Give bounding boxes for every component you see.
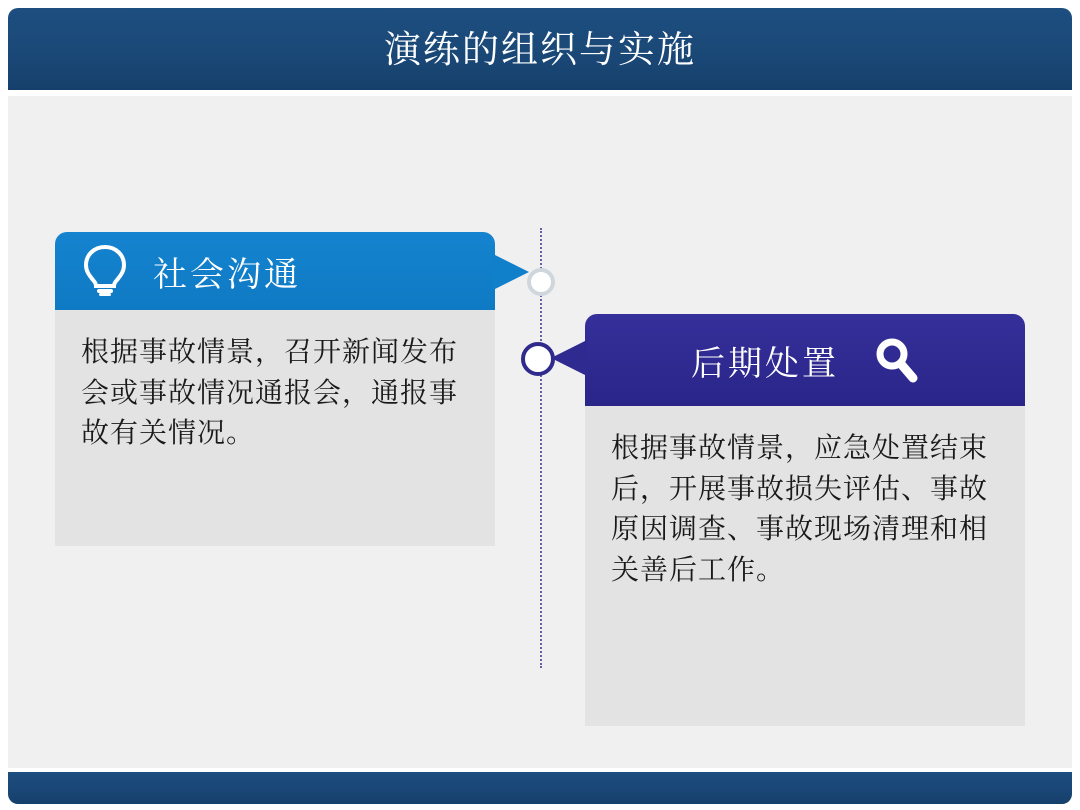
timeline-node-upper	[527, 268, 555, 296]
timeline-node-lower	[521, 342, 555, 376]
card-header-post-disposal	[585, 314, 1025, 406]
card-post-disposal[interactable]	[585, 314, 1025, 726]
card-header-social-communication	[55, 232, 495, 310]
search-icon	[873, 336, 919, 384]
bottom-bar	[8, 772, 1072, 804]
card-title-post-disposal: 后期处置	[691, 344, 839, 383]
page-title: 演练的组织与实施	[384, 28, 696, 70]
title-bar	[8, 8, 1072, 90]
card-body-post-disposal: 根据事故情景，应急处置结束后，开展事故损失评估、事故原因调查、事故现场清理和相关善后工作。	[585, 406, 1025, 726]
card-social-communication[interactable]	[55, 232, 495, 546]
card-body-social-communication: 根据事故情景，召开新闻发布会或事故情况通报会，通报事故有关情况。	[55, 310, 495, 546]
card-title-social-communication: 社会沟通	[153, 255, 301, 294]
lightbulb-icon	[83, 245, 127, 297]
